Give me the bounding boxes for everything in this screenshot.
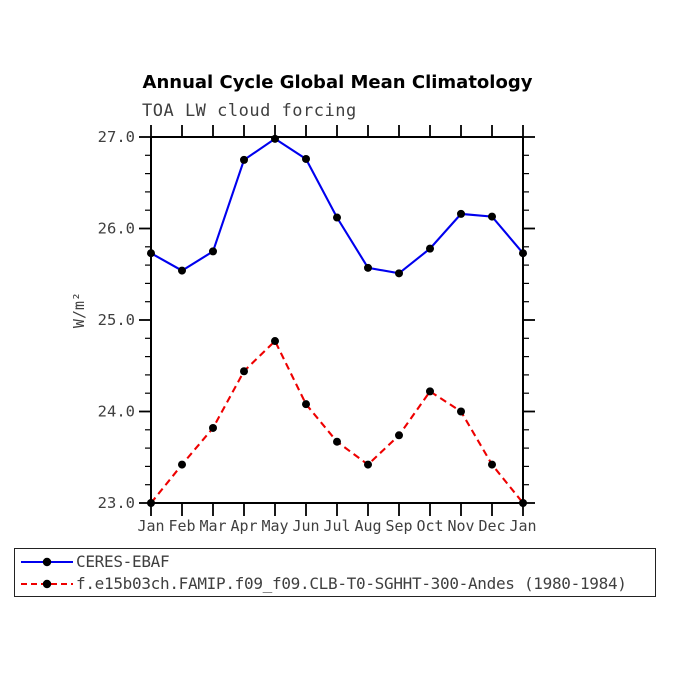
series-1-marker bbox=[426, 387, 434, 395]
legend-row-model-run bbox=[18, 573, 652, 594]
y-tick-label: 26.0 bbox=[97, 219, 135, 238]
x-tick-label: Oct bbox=[416, 517, 444, 535]
series-1-marker bbox=[519, 499, 527, 507]
series-line-1 bbox=[151, 341, 523, 503]
series-0-marker bbox=[426, 245, 434, 253]
series-1-marker bbox=[271, 337, 279, 345]
series-1-marker bbox=[457, 408, 465, 416]
series-1-marker bbox=[488, 461, 496, 469]
series-0-marker bbox=[302, 155, 310, 163]
x-tick-label: Jan bbox=[137, 517, 165, 535]
series-0-marker bbox=[519, 249, 527, 257]
series-1-marker bbox=[395, 431, 403, 439]
series-0-marker bbox=[395, 269, 403, 277]
series-1-marker bbox=[364, 461, 372, 469]
series-0-marker bbox=[240, 156, 248, 164]
series-1-marker bbox=[333, 438, 341, 446]
x-tick-label: May bbox=[261, 517, 289, 535]
x-tick-label: Aug bbox=[354, 517, 382, 535]
chart-subtitle: TOA LW cloud forcing bbox=[142, 101, 357, 121]
x-tick-label: Dec bbox=[478, 517, 506, 535]
series-1-marker bbox=[178, 461, 186, 469]
y-tick-label: 27.0 bbox=[97, 128, 135, 146]
series-0-marker bbox=[488, 213, 496, 221]
series-1-marker bbox=[302, 400, 310, 408]
series-0-marker bbox=[209, 247, 217, 255]
series-1-marker bbox=[209, 424, 217, 432]
y-tick-label: 23.0 bbox=[97, 494, 135, 512]
y-tick-label: 25.0 bbox=[97, 311, 135, 329]
series-0-marker bbox=[271, 135, 279, 143]
series-0-marker bbox=[178, 267, 186, 275]
x-tick-label: Mar bbox=[199, 517, 227, 535]
x-tick-label: Sep bbox=[385, 517, 413, 535]
x-tick-label: Jun bbox=[292, 517, 320, 535]
y-axis-label: W/m² bbox=[70, 291, 88, 329]
plot-frame bbox=[151, 137, 523, 503]
x-tick-label: Jul bbox=[323, 517, 351, 535]
x-tick-label: Apr bbox=[230, 517, 258, 535]
y-tick-label: 24.0 bbox=[97, 402, 135, 421]
series-0-marker bbox=[364, 264, 372, 272]
x-tick-label: Nov bbox=[447, 517, 475, 535]
chart-title: Annual Cycle Global Mean Climatology bbox=[142, 72, 533, 93]
legend-box bbox=[14, 548, 656, 597]
legend-line-sample-dashed bbox=[18, 578, 76, 590]
series-line-0 bbox=[151, 139, 523, 273]
series-0-marker bbox=[333, 214, 341, 222]
x-tick-label: Jan bbox=[509, 517, 537, 535]
legend-marker-dot-icon bbox=[43, 579, 51, 587]
legend-marker-dot-icon bbox=[43, 557, 51, 565]
legend-line-sample-solid bbox=[18, 556, 76, 568]
series-0-marker bbox=[457, 210, 465, 218]
series-1-marker bbox=[240, 367, 248, 375]
series-1-marker bbox=[147, 499, 155, 507]
legend-label-model-run: f.e15b03ch.FAMIP.f09_f09.CLB-T0-SGHHT-300-Andes (1980-1984) bbox=[76, 574, 627, 593]
series-0-marker bbox=[147, 249, 155, 257]
legend-label-ceres-ebaf: CERES-EBAF bbox=[76, 552, 170, 571]
x-tick-label: Feb bbox=[168, 517, 196, 535]
legend-row-ceres-ebaf bbox=[18, 551, 652, 572]
